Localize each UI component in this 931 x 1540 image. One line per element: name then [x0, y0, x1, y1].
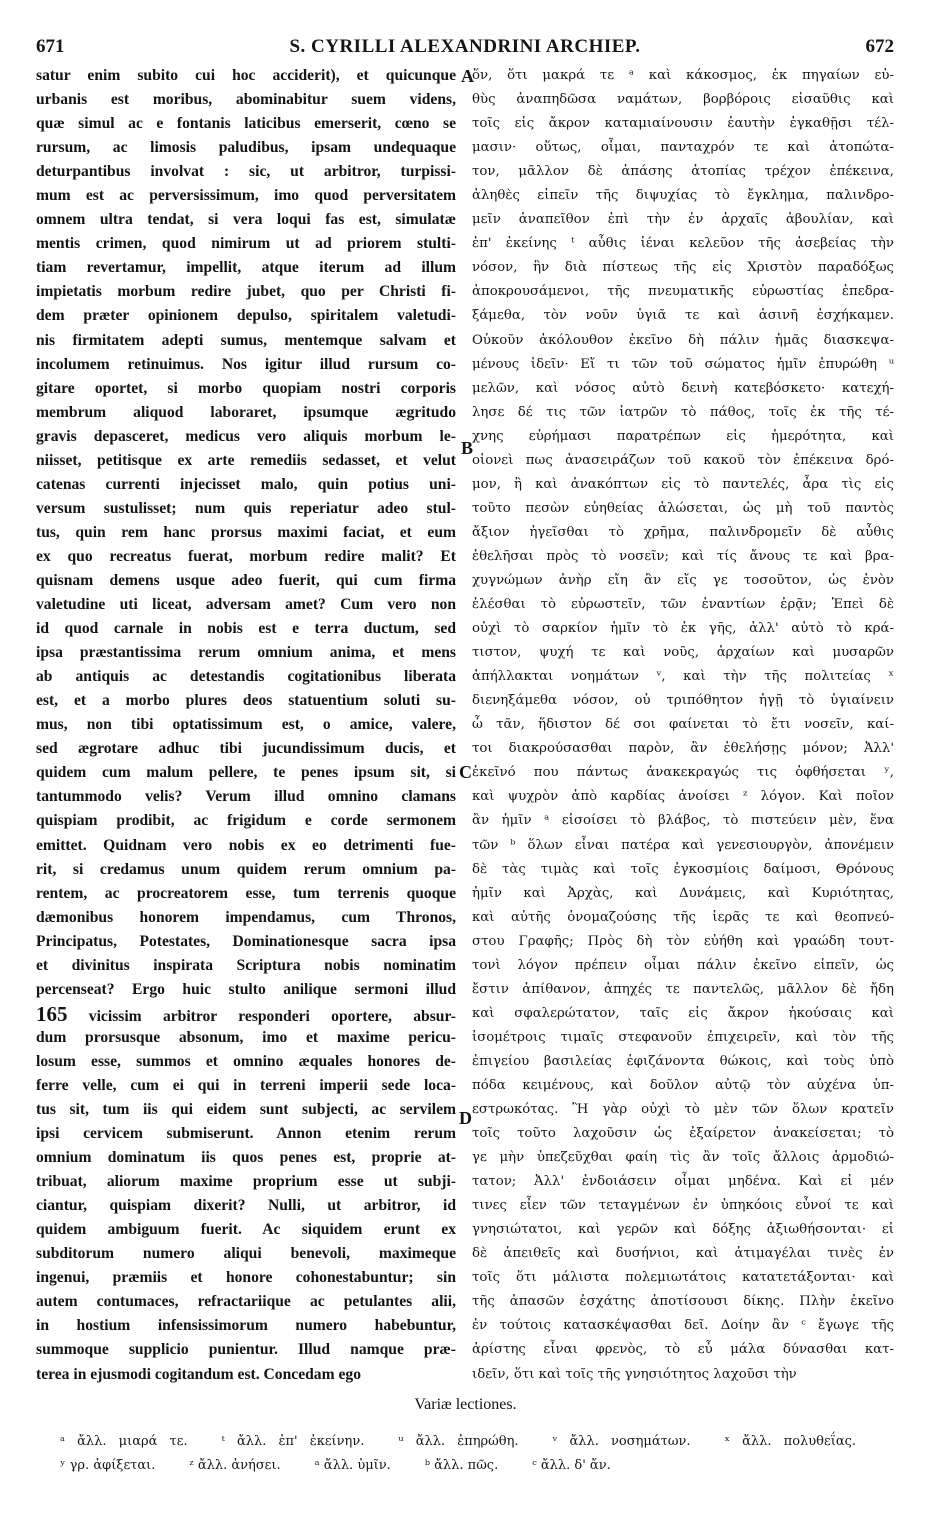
latin-text-line: ingenui, præmiis et honore cohonestabuntur; sin	[36, 1269, 456, 1287]
greek-text-line: τατον; Ἀλλ' ἐνδοιάσειν οἶμαι μηδένα. Καὶ εἰ μέν	[472, 1174, 894, 1190]
latin-text-line: deturpantibus involvat : sic, ut arbitror, turpissi-	[36, 163, 456, 181]
greek-text-line: ὅν, ὅτι μακρά τε ᵃ καὶ κάκοσμος, ἐκ πηγαίων εὐ-	[472, 68, 894, 83]
latin-text-line: sed ægrotare adhuc tibi jucundissimum ducis, et	[36, 740, 456, 758]
latin-text-line: tantummodo velis? Verum illud omnino clamans	[36, 788, 456, 806]
latin-text-line: tiam revertamur, impellit, atque iterum ad illum	[36, 259, 456, 277]
latin-text-line: membrum aliquod laboraret, ipsumque ægritudo	[36, 403, 456, 421]
variant-reading: ᵘ ἄλλ. ἐπηρώθη.	[398, 1434, 519, 1449]
variant-reading: ᵛ ἄλλ. νοσημάτων.	[552, 1434, 691, 1449]
latin-text-line: dum prorsusque absonum, imo et maxime pericu-	[36, 1028, 456, 1046]
latin-text-line: 165 vicissim arbitror responderi oportere, absur-	[36, 1001, 456, 1026]
latin-text-line: losum esse, summos et omnino æquales honores de-	[36, 1052, 456, 1070]
greek-text-line: εστρωκότας. Ἢ γὰρ οὐχὶ τὸ μὲν τῶν ὅλων κρατεῖν	[472, 1102, 894, 1118]
greek-text-line: καὶ σφαλερώτατον, ταῖς εἰς ἄκρον ἡκούσαις καὶ	[472, 1005, 894, 1021]
greek-text-line: ξάμεθα, τὸν νοῦν ὑγιᾶ τε καὶ ἀσινῆ ἐσχήκαμεν.	[472, 308, 894, 324]
latin-text-line: niisset, petitisque ex arte remediis sedasset, et velut	[36, 451, 456, 469]
page-number-right: 672	[865, 36, 894, 57]
latin-text-line: est, et a morbo plures deos statuentium soluti su-	[36, 692, 456, 710]
greek-text-line: οὐχὶ τὸ σαρκίον ἡμῖν τὸ ἐκ γῆς, ἀλλ' αὐτὸ τὸ κρά-	[472, 621, 894, 637]
running-header	[36, 36, 894, 62]
greek-text-line: ἀληθὲς εἰπεῖν τῆς διψυχίας τὸ ἔγκλημα, παλινδρο-	[472, 188, 894, 204]
latin-text-line: terea in ejusmodi cogitandum est. Concedam ego	[36, 1365, 361, 1383]
greek-text-line: ἑλέσθαι τὸ εὐρωστεῖν, τῶν ἐναντίων ἐρᾷν; Ἐπεὶ δὲ	[472, 597, 894, 613]
latin-text-line: urbanis est moribus, abominabitur suem videns,	[36, 91, 456, 109]
latin-text-line: nis firmitatem adepti sumus, mentemque salvam et	[36, 331, 456, 349]
latin-text-line: ab antiquis ac detestandis cogitationibus liberata	[36, 668, 456, 686]
variant-readings-row-1	[60, 1434, 890, 1449]
greek-text-line: τινες εἶεν τῶν τεταγμένων ἐν ὑπηκόοις εὖνοί τε καὶ	[472, 1198, 894, 1214]
variant-reading: ᵃ ἄλλ. μιαρά τε.	[60, 1434, 188, 1449]
latin-text-line: quidem cum malum pellere, te penes ipsum sit, si	[36, 764, 456, 782]
greek-text-line: τιστον, ψυχή τε καὶ νοῦς, ἀρχαίων καὶ μυσαρῶν	[472, 645, 894, 661]
latin-text-line: Principatus, Potestates, Dominationesque sacra ipsa	[36, 932, 456, 950]
greek-text-line: γε μὴν ὑπεζεῦχθαι φαίη τὶς ἂν τοῖς ἄλλοις ἁρμοδιώ-	[472, 1150, 894, 1166]
variant-reading: ˣ ἄλλ. πολυθεΐας.	[724, 1434, 857, 1449]
greek-text-line: ἄξιον ἡγεῖσθαι τὸ χρῆμα, παλινδρομεῖν δὲ αὖθις	[472, 524, 894, 540]
greek-text-line: ἀρίστης εἶναι φρενὸς, τὸ εὖ μάλα δύνασθαι κατ-	[472, 1342, 894, 1358]
greek-text-line: ιδεῖν, ὅτι καὶ τοῖς τῆς γνησιότητος λαχοῦσι τὴν	[472, 1366, 797, 1382]
latin-text-line: dem præter opinionem depulso, spiritalem valetudi-	[36, 307, 456, 325]
greek-text-line: τον, μᾶλλον δὲ ἁπάσης ἀτοπίας τρέχον ἐπέκεινα,	[472, 164, 894, 180]
greek-text-line: ἀποκρουσάμενοι, τῆς πνευματικῆς εὐρωστίας ἐπεδρα-	[472, 284, 894, 300]
margin-marker-b: B	[461, 438, 474, 458]
latin-text-line: ex quo recreatus fuerat, morbum redire malit? Et	[36, 547, 456, 565]
latin-text-line: subditorum numero aliqui benevoli, maximeque	[36, 1245, 456, 1263]
margin-marker-d: D	[459, 1108, 472, 1128]
greek-text-line: ἀπήλλακται νοημάτων ᵛ, καὶ τὴν τῆς πολιτείας ˣ	[472, 669, 894, 685]
greek-text-line: τοῖς τοῦτο λαχοῦσιν ὡς ἐξαίρετον ἀνακείσεται; τὸ	[472, 1126, 894, 1142]
greek-text-line: τῶν ᵇ ὅλων εἶναι πατέρα καὶ γενεσιουργὸν, ἀπονέμειν	[472, 837, 894, 853]
latin-text-line: tus, quin rem hanc prorsus maximi faciat, et eum	[36, 523, 456, 541]
variant-reading: ᵃ ἄλλ. ὑμῖν.	[314, 1458, 391, 1473]
greek-text-line: οἱονεὶ πως ἀνασειράζων τοῦ κακοῦ τὸν ἐπέκεινα δρό-	[472, 452, 894, 468]
marginal-page-number: 165	[36, 1001, 68, 1026]
latin-text-line: summoque supplicio punientur. Illud namque præ-	[36, 1341, 456, 1359]
latin-text-line: valetudine uti liceat, adversam amet? Cum vero non	[36, 596, 456, 614]
variant-reading: ᶜ ἄλλ. δ' ἄν.	[532, 1458, 611, 1473]
latin-text-line: ciantur, quispiam dixerit? Nulli, ut arbitror, id	[36, 1197, 456, 1215]
latin-text-line: versum sustulisset; num quis reperiatur adeo stul-	[36, 499, 456, 517]
greek-text-line: τοῖς ὅτι μάλιστα πολεμιωτάτοις κατατετάξονται· καὶ	[472, 1270, 894, 1286]
greek-text-line: ὦ τᾶν, ἥδιστον δέ σοι φαίνεται τὸ ἔτι νοσεῖν, καί-	[472, 717, 894, 733]
latin-text-line: quisnam demens usque adeo fuerit, qui cum firma	[36, 571, 456, 589]
latin-text-line: omnem ultra tendat, si vera loqui fas est, simulatæ	[36, 211, 456, 229]
greek-text-line: Οὐκοῦν ἀκόλουθον ἐκεῖνο δὴ πάλιν ἡμᾶς διασκεψα-	[472, 332, 894, 348]
greek-text-line: ἐθελῆσαι πρὸς τὸ νοσεῖν; καὶ τίς ἄνους τε καὶ βρα-	[472, 548, 894, 564]
latin-text-line: rit, si credamus unum quidem rerum omnium pa-	[36, 860, 456, 878]
greek-text-line: δὲ τὰς τιμὰς καὶ τοῖς ἐγκοσμίοις δαίμοσι, Θρόνους	[472, 861, 894, 877]
greek-text-line: ἐπ' ἐκείνης ᵗ αὖθις ἰέναι κελεῦον τῆς ἀσεβείας τὴν	[472, 236, 894, 252]
latin-text-line: omnium dominatum iis quos penes est, proprie at-	[36, 1149, 456, 1167]
greek-text-line: ἔστιν ἀπίθανον, ἀπηχές τε παντελῶς, μᾶλλον δὲ ἤδη	[472, 981, 894, 997]
latin-text-line: gravis depasceret, medicus vero aliquis morbum le-	[36, 427, 456, 445]
latin-text-line: ipsi cervicem submiserunt. Annon etenim rerum	[36, 1125, 456, 1143]
greek-text-line: μασιν· οὕτως, οἶμαι, πανταχρόν τε καὶ ἀτοπώτα-	[472, 140, 894, 156]
greek-text-line: χυγνώμων ἀνὴρ εἴη ἂν εἴς γε τοσοῦτον, ὡς ἐνὸν	[472, 572, 894, 588]
greek-text-line: πόδα κειμένους, καὶ δοῦλον αὐτῷ τὸν αὐχένα ὑπ-	[472, 1077, 894, 1093]
latin-text-line: impietatis morbum redire jubet, quo per Christi fi-	[36, 283, 456, 301]
latin-text-line: satur enim subito cui hoc acciderit), et quicunque	[36, 67, 456, 84]
greek-text-line: ἂν ἡμῖν ᵃ εἰσοίσει τὸ βλάβος, τὸ πιστεύειν μὲν, ἕνα	[472, 813, 894, 829]
greek-text-line: μένους ἰδεῖν· Εἴ τι τῶν τοῦ σώματος ἡμῖν ἐπυρώθη ᵘ	[472, 356, 894, 372]
greek-text-line: ἐπιγείου βασιλείας ἐφιζάνοντα θώκοις, καὶ τοὺς ὑπὸ	[472, 1053, 894, 1069]
latin-text-line: ferre velle, cum ei qui in terreni imperii sede loca-	[36, 1076, 456, 1094]
greek-text-line: ἐν τούτοις κατασκέψασθαι δεῖ. Δοίην ἂν ᶜ ἔγωγε τῆς	[472, 1318, 894, 1334]
latin-text-line: autem contumaces, refractariique ac petulantes alii,	[36, 1293, 456, 1311]
latin-text-line: dæmonibus honorem impendamus, cum Thronos,	[36, 908, 456, 926]
latin-text-line: quæ simul ac e fontanis laticibus emerserit, cœno se	[36, 115, 456, 133]
margin-marker-c: C	[459, 762, 472, 782]
greek-text-line: δὲ ἀπειθεῖς καὶ δυσήνιοι, καὶ ἀτιμαγέλαι τινὲς ἐν	[472, 1246, 894, 1262]
latin-text-line: ipsa præstantissima rerum omnium anima, et mens	[36, 644, 456, 662]
margin-marker-a: A	[461, 66, 474, 86]
greek-text-line: νόσον, ἣν διὰ πίστεως τῆς εἰς Χριστὸν παραδόξως	[472, 260, 894, 276]
greek-text-line: μεῖν ἀναπεῖθον ἐπὶ τὴν ἐν ἀρχαῖς ἀβουλίαν, καὶ	[472, 212, 894, 228]
latin-text-line: quispiam prodibit, ac frigidum e corde sermonem	[36, 812, 456, 830]
greek-text-line: τοῦτο πεσὼν εὐηθείας ἁλώσεται, ὡς μὴ τοῦ παντὸς	[472, 500, 894, 516]
latin-text-line: tribuat, aliorum maxime proprium esse ut subji-	[36, 1173, 456, 1191]
variant-reading: ᶻ ἄλλ. ἀνήσει.	[189, 1458, 281, 1473]
latin-text-line: incolumem retinuimus. Nos igitur illud rursum co-	[36, 355, 456, 373]
greek-text-line: στου Γραφῆς; Πρὸς δὴ τὸν εὐήθη καὶ γραώδη τουτ-	[472, 933, 894, 949]
variae-lectiones-heading: Variæ lectiones.	[414, 1396, 517, 1413]
variant-reading: ᵗ ἄλλ. ἐπ' ἐκείνην.	[221, 1434, 365, 1449]
variant-readings-row-2	[60, 1458, 645, 1473]
latin-text-line: tus sit, tum iis qui eidem sunt subjecti, ac servilem	[36, 1101, 456, 1119]
latin-text-line: et divinitus inspirata Scriptura nobis nominatim	[36, 956, 456, 974]
greek-column	[472, 64, 894, 1387]
greek-text-line: θὺς ἀναπηδῶσα ναμάτων, βορβόροις εἰσαῦθις καὶ	[472, 92, 894, 108]
greek-text-line: μελῶν, καὶ νόσος αὐτὸ δεινὴ κατεβόσκετο· κατεχή-	[472, 380, 894, 396]
latin-text-line: mentis crimen, quod nimirum ut ad priorem stulti-	[36, 235, 456, 253]
greek-text-line: τῆς ἀπασῶν ἐσχάτης ἀποτίσουσι δίκης. Πλὴν ἐκεῖνο	[472, 1294, 894, 1310]
greek-text-line: διενηξάμεθα νόσον, οὐ τριπόθητον ἡγῇ τὸ ὑγιαίνειν	[472, 693, 894, 709]
latin-text-line: quidem ambiguum fuerit. Ac siquidem erunt ex	[36, 1221, 456, 1239]
greek-text-line: μον, ἢ καὶ ἀνακόπτων εἰς τὸ παντελές, ἆρα τὶς εἰς	[472, 476, 894, 492]
greek-text-line: γνησιώτατοι, καὶ γερῶν καὶ δόξης ἀξιωθήσονται· εἰ	[472, 1222, 894, 1238]
latin-text-line: id quod carnale in nobis est e terra ductum, sed	[36, 620, 456, 638]
latin-column	[36, 64, 456, 1387]
variant-reading: ᵇ ἄλλ. πῶς.	[424, 1458, 499, 1473]
latin-text-line: catenas currenti injecisset malo, quin potius uni-	[36, 475, 456, 493]
greek-text-line: τονὶ λόγον πρέπειν οἶμαι πάλιν ἐκεῖνο εἰπεῖν, ὡς	[472, 957, 894, 973]
latin-text-line: rentem, ac procreatorem esse, tum terrenis quoque	[36, 884, 456, 902]
latin-text-line: gitare oportet, si morbo quopiam nostri corporis	[36, 379, 456, 397]
latin-text-line: percenseat? Ergo huic stulto anilique sermoni illud	[36, 980, 456, 998]
latin-text-line: mus, non tibi optatissimum est, o amice, valere,	[36, 716, 456, 734]
latin-text-line: rursum, ac limosis paludibus, ipsam undequaque	[36, 139, 456, 157]
greek-text-line: ἰσομέτροις τιμαῖς στεφανοῦν ἐπιχειρεῖν, καὶ τὸν τῆς	[472, 1029, 894, 1045]
latin-text-line: emittet. Quidnam vero nobis ex eo detrimenti fue-	[36, 836, 456, 854]
latin-text-line: mum est ac perversissimum, imo quod perversitatem	[36, 187, 456, 205]
greek-text-line: τοι διακρούσασθαι παρὸν, ἂν ἐθελήσῃς μόνον; Ἀλλ'	[472, 741, 894, 757]
greek-text-line: ἐκεῖνό που πάντως ἀνακεκραγώς τις ὀφθήσεται ʸ,	[472, 765, 894, 781]
greek-text-line: χνης εὑρήμασι παρατρέπων εἰς ἡμερότητα, καὶ	[472, 428, 894, 444]
page-number-left: 671	[36, 36, 65, 57]
greek-text-line: καὶ αὐτῆς ὀνομαζούσης τῆς ἱερᾶς τε καὶ θεοπνεύ-	[472, 909, 894, 925]
greek-text-line: λησε δέ τις τῶν ἰατρῶν τὸ πάθος, τοῖς ἐκ τῆς τέ-	[472, 404, 894, 420]
variant-reading: ʸ γρ. ἀφίξεται.	[60, 1458, 156, 1473]
running-title: S. CYRILLI ALEXANDRINI ARCHIEP.	[289, 36, 641, 57]
greek-text-line: ἡμῖν καὶ Ἀρχὰς, καὶ Δυνάμεις, καὶ Κυριότητας,	[472, 885, 894, 901]
latin-text-line: in hostium infensissimorum numero habebuntur,	[36, 1317, 456, 1335]
greek-text-line: τοῖς εἰς ἄκρον καταμιαίνουσιν ἑαυτὴν ἐγκαθῇσι τέλ-	[472, 116, 894, 132]
greek-text-line: καὶ ψυχρὸν ἀπὸ καρδίας ἀνοίσει ᶻ λόγον. Καὶ ποῖον	[472, 789, 894, 805]
